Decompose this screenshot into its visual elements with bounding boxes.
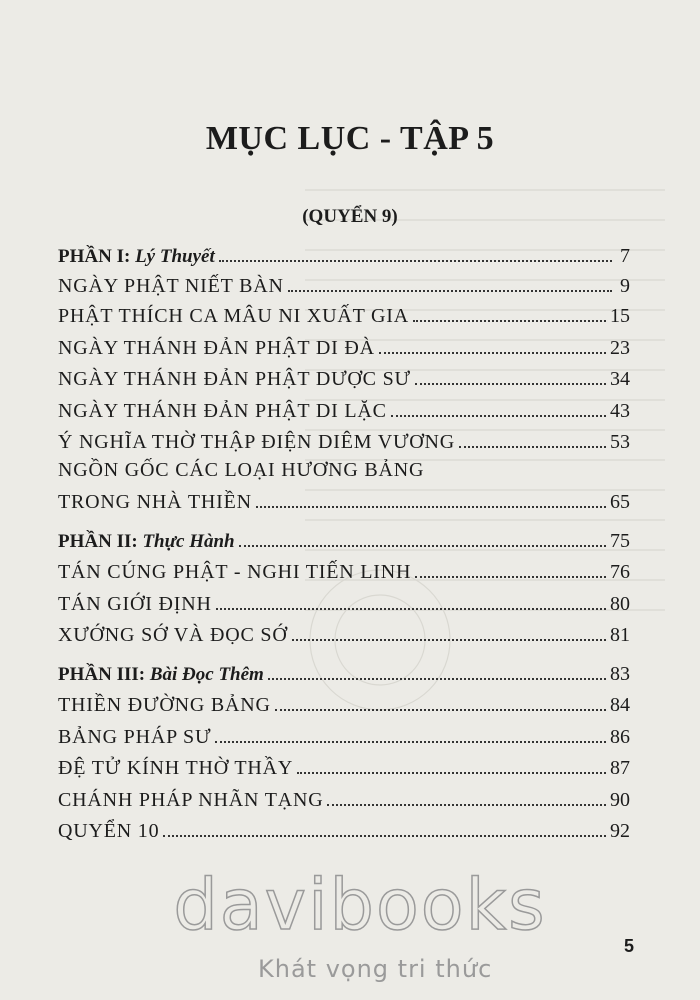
entry-title-line-2: TRONG NHÀ THIỀN: [58, 491, 252, 513]
toc-entry[interactable]: [58, 750, 630, 780]
entry-title-line-1: NGỒN GỐC CÁC LOẠI HƯƠNG BẢNG: [58, 459, 425, 481]
toc-section-part-3[interactable]: [58, 656, 630, 686]
entry-title: Ý NGHĨA THỜ THẬP ĐIỆN DIÊM VƯƠNG: [58, 431, 456, 453]
section-title: Thực Hành: [142, 531, 235, 552]
toc-entry[interactable]: [58, 617, 630, 647]
page-title: MỤC LỤC - TẬP 5: [205, 120, 495, 157]
page-number: 23: [610, 337, 630, 359]
watermark-brand: davibooks: [173, 864, 547, 946]
page-number: 87: [610, 757, 630, 779]
entry-title: THIỀN ĐƯỜNG BẢNG: [58, 694, 271, 716]
watermark-slogan: Khát vọng tri thức: [258, 955, 493, 983]
toc-entry[interactable]: [58, 268, 630, 298]
page-number: 75: [610, 530, 630, 552]
page-number: 90: [610, 789, 630, 811]
page-number: 43: [610, 400, 630, 422]
section-number: PHẦN I:: [58, 246, 136, 267]
entry-title: PHẬT THÍCH CA MÂU NI XUẤT GIA: [58, 305, 409, 327]
dot-leader: [219, 260, 612, 262]
toc-entry[interactable]: [58, 586, 630, 616]
page-number: 92: [610, 820, 630, 842]
dot-leader: [297, 772, 606, 774]
page-number: 80: [610, 593, 630, 615]
dot-leader: [459, 446, 606, 448]
toc-entry[interactable]: [58, 782, 630, 812]
entry-title: BẢNG PHÁP SƯ: [58, 726, 212, 748]
dot-leader: [215, 741, 606, 743]
toc-entry[interactable]: [58, 330, 630, 360]
dot-leader: [415, 576, 606, 578]
section-number: PHẦN III:: [58, 664, 150, 685]
entry-title: XƯỚNG SỚ VÀ ĐỌC SỚ: [58, 624, 288, 646]
dot-leader: [413, 320, 606, 322]
toc-entry[interactable]: [58, 393, 630, 423]
dot-leader: [292, 639, 606, 641]
toc-entry-multiline[interactable]: [58, 484, 630, 514]
toc-entry[interactable]: [58, 719, 630, 749]
page-number: 86: [610, 726, 630, 748]
page-number: 9: [620, 275, 630, 297]
dot-leader: [216, 608, 606, 610]
section-title: Lý Thuyết: [135, 246, 215, 267]
entry-title: ĐỆ TỬ KÍNH THỜ THẦY: [58, 757, 294, 779]
entry-title: TÁN CÚNG PHẬT - NGHI TIẾN LINH: [58, 561, 412, 583]
toc-section-part-2[interactable]: [58, 523, 630, 553]
toc-entry[interactable]: [58, 361, 630, 391]
dot-leader: [415, 383, 606, 385]
entry-title: TÁN GIỚI ĐỊNH: [58, 593, 212, 615]
toc-entry[interactable]: [58, 298, 630, 328]
toc-entry[interactable]: [58, 554, 630, 584]
dot-leader: [288, 290, 612, 292]
page-number: 84: [610, 694, 630, 716]
page-number: 7: [620, 245, 630, 267]
page-number: 65: [610, 491, 630, 513]
page-number-footer: 5: [624, 936, 635, 956]
dot-leader: [379, 352, 606, 354]
dot-leader: [268, 678, 606, 680]
toc-section-part-1[interactable]: [58, 238, 630, 268]
page-number: 34: [610, 368, 630, 390]
entry-title: CHÁNH PHÁP NHÃN TẠNG: [58, 789, 324, 811]
entry-title: NGÀY THÁNH ĐẢN PHẬT DI LẶC: [58, 400, 387, 422]
entry-title: QUYỂN 10: [58, 820, 160, 842]
dot-leader: [391, 415, 606, 417]
section-title: Bài Đọc Thêm: [149, 664, 264, 685]
dot-leader: [163, 835, 606, 837]
page-number: 15: [610, 305, 630, 327]
entry-title: NGÀY PHẬT NIẾT BÀN: [58, 275, 284, 297]
toc-entry[interactable]: [58, 813, 630, 843]
entry-title: NGÀY THÁNH ĐẢN PHẬT DI ĐÀ: [58, 337, 375, 359]
entry-title: NGÀY THÁNH ĐẢN PHẬT DƯỢC SƯ: [58, 368, 411, 390]
dot-leader: [327, 804, 606, 806]
dot-leader: [239, 545, 606, 547]
section-number: PHẦN II:: [58, 531, 143, 552]
dot-leader: [275, 709, 606, 711]
volume-subtitle: (QUYỂN 9): [302, 206, 398, 227]
page-number: 76: [610, 561, 630, 583]
page-number: 83: [610, 663, 630, 685]
toc-entry[interactable]: [58, 687, 630, 717]
page-number: 53: [610, 431, 630, 453]
toc-entry[interactable]: [58, 424, 630, 454]
dot-leader: [256, 506, 606, 508]
page-number: 81: [610, 624, 630, 646]
